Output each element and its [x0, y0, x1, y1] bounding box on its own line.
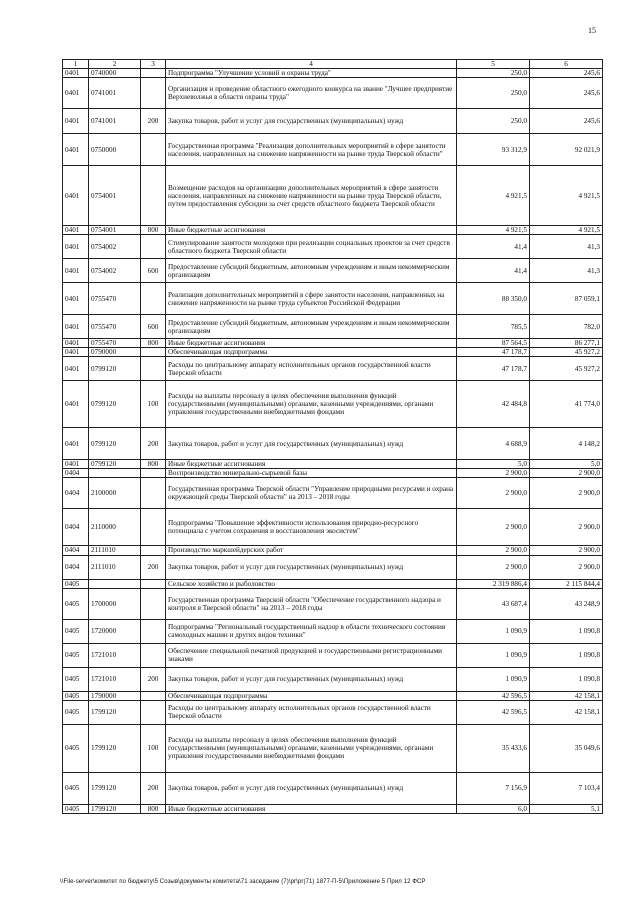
description-cell: Подпрограмма "Улучшение условий и охраны труда": [166, 69, 457, 78]
planned-amount-cell: 5,0: [457, 460, 530, 469]
header-col-2: 2: [89, 60, 141, 69]
expense-type-cell: [141, 691, 166, 700]
actual-amount-cell: 35 049,6: [530, 724, 603, 772]
table-row: [63, 109, 603, 134]
table-row: [63, 428, 603, 460]
expense-type-cell: [141, 134, 166, 166]
description-cell: Закупка товаров, работ и услуг для государственных (муниципальных) нужд: [166, 667, 457, 691]
description-cell: Подпрограмма "Повышение эффективности использования природно-ресурсного потенциала с учетом сохранения и восстановления экосистем": [166, 509, 457, 546]
table-row: [63, 804, 603, 813]
actual-amount-cell: 4 921,5: [530, 226, 603, 235]
description-cell: Иные бюджетные ассигнования: [166, 226, 457, 235]
target-article-cell: 1790000: [89, 691, 141, 700]
table-row: [63, 381, 603, 428]
table-row: [63, 460, 603, 469]
actual-amount-cell: 4 921,5: [530, 166, 603, 226]
actual-amount-cell: 5,0: [530, 460, 603, 469]
actual-amount-cell: 245,6: [530, 78, 603, 109]
planned-amount-cell: 7 156,9: [457, 772, 530, 804]
section-code-cell: 0401: [63, 226, 89, 235]
target-article-cell: 0754002: [89, 235, 141, 259]
section-code-cell: 0405: [63, 667, 89, 691]
description-cell: Возмещение расходов на организацию дополнительных мероприятий в сфере занятости населения, направленных на снижение напряженности на рынке труда Тверской области, путем предоставления субсидии за счет средств областного бюджета Тверской области: [166, 166, 457, 226]
target-article-cell: 0755470: [89, 283, 141, 315]
section-code-cell: 0401: [63, 348, 89, 357]
target-article-cell: 1700000: [89, 588, 141, 619]
expense-type-cell: [141, 478, 166, 509]
actual-amount-cell: 42 158,1: [530, 691, 603, 700]
description-cell: Обеспечивающая подпрограмма: [166, 348, 457, 357]
table-row: [63, 283, 603, 315]
planned-amount-cell: 42 596,5: [457, 691, 530, 700]
section-code-cell: 0404: [63, 478, 89, 509]
section-code-cell: 0405: [63, 700, 89, 724]
target-article-cell: 0741001: [89, 109, 141, 134]
section-code-cell: 0401: [63, 460, 89, 469]
actual-amount-cell: 41 774,0: [530, 381, 603, 428]
target-article-cell: 0790000: [89, 348, 141, 357]
target-article-cell: 0740000: [89, 69, 141, 78]
table-row: [63, 667, 603, 691]
budget-table: [62, 59, 603, 814]
section-code-cell: 0401: [63, 69, 89, 78]
table-row: [63, 348, 603, 357]
actual-amount-cell: 2 900,0: [530, 478, 603, 509]
table-row: [63, 555, 603, 579]
table-header-row: [63, 60, 603, 69]
expense-type-cell: [141, 78, 166, 109]
expense-type-cell: 100: [141, 724, 166, 772]
header-col-4: 4: [166, 60, 457, 69]
section-code-cell: 0405: [63, 588, 89, 619]
section-code-cell: 0401: [63, 259, 89, 283]
actual-amount-cell: 782,0: [530, 315, 603, 339]
table-row: [63, 226, 603, 235]
page-number: 15: [588, 26, 596, 35]
planned-amount-cell: 250,0: [457, 78, 530, 109]
header-col-1: 1: [63, 60, 89, 69]
target-article-cell: 1721010: [89, 643, 141, 667]
expense-type-cell: [141, 357, 166, 381]
section-code-cell: 0401: [63, 78, 89, 109]
expense-type-cell: [141, 619, 166, 643]
section-code-cell: 0405: [63, 724, 89, 772]
planned-amount-cell: 2 900,0: [457, 478, 530, 509]
section-code-cell: 0401: [63, 109, 89, 134]
planned-amount-cell: 250,0: [457, 69, 530, 78]
planned-amount-cell: 93 312,9: [457, 134, 530, 166]
planned-amount-cell: 4 921,5: [457, 166, 530, 226]
target-article-cell: 1721010: [89, 667, 141, 691]
section-code-cell: 0401: [63, 381, 89, 428]
planned-amount-cell: 2 319 886,4: [457, 579, 530, 588]
planned-amount-cell: 2 900,0: [457, 555, 530, 579]
section-code-cell: 0401: [63, 235, 89, 259]
target-article-cell: 0799120: [89, 460, 141, 469]
section-code-cell: 0401: [63, 166, 89, 226]
actual-amount-cell: 86 277,1: [530, 339, 603, 348]
expense-type-cell: [141, 469, 166, 478]
table-row: [63, 546, 603, 555]
expense-type-cell: 200: [141, 428, 166, 460]
actual-amount-cell: 4 148,2: [530, 428, 603, 460]
description-cell: Иные бюджетные ассигнования: [166, 460, 457, 469]
section-code-cell: 0401: [63, 428, 89, 460]
expense-type-cell: 800: [141, 226, 166, 235]
section-code-cell: 0404: [63, 469, 89, 478]
table-row: [63, 691, 603, 700]
section-code-cell: 0405: [63, 691, 89, 700]
target-article-cell: [89, 579, 141, 588]
table-row: [63, 235, 603, 259]
target-article-cell: 1720000: [89, 619, 141, 643]
table-row: [63, 509, 603, 546]
description-cell: Расходы по центральному аппарату исполнительных органов государственной власти Тверской области: [166, 700, 457, 724]
description-cell: Воспроизводство минерально-сырьевой базы: [166, 469, 457, 478]
expense-type-cell: [141, 579, 166, 588]
target-article-cell: 0754001: [89, 166, 141, 226]
planned-amount-cell: 41,4: [457, 259, 530, 283]
description-cell: Закупка товаров, работ и услуг для государственных (муниципальных) нужд: [166, 772, 457, 804]
target-article-cell: 0799120: [89, 357, 141, 381]
planned-amount-cell: 42 484,8: [457, 381, 530, 428]
planned-amount-cell: 1 090,9: [457, 643, 530, 667]
expense-type-cell: 200: [141, 667, 166, 691]
table-body: [63, 69, 603, 814]
expense-type-cell: [141, 348, 166, 357]
target-article-cell: 0754002: [89, 259, 141, 283]
section-code-cell: 0404: [63, 509, 89, 546]
table-row: [63, 259, 603, 283]
actual-amount-cell: 2 115 844,4: [530, 579, 603, 588]
target-article-cell: 0750000: [89, 134, 141, 166]
table-row: [63, 69, 603, 78]
section-code-cell: 0405: [63, 619, 89, 643]
header-col-6: 6: [530, 60, 603, 69]
section-code-cell: 0405: [63, 804, 89, 813]
expense-type-cell: [141, 283, 166, 315]
description-cell: Государственная программа Тверской области "Обеспечение государственного надзора и контроля в Тверской области" на 2013 – 2018 годы: [166, 588, 457, 619]
description-cell: Закупка товаров, работ и услуг для государственных (муниципальных) нужд: [166, 109, 457, 134]
actual-amount-cell: 2 900,0: [530, 509, 603, 546]
expense-type-cell: 800: [141, 339, 166, 348]
section-code-cell: 0401: [63, 315, 89, 339]
actual-amount-cell: 42 158,1: [530, 700, 603, 724]
planned-amount-cell: 1 090,9: [457, 619, 530, 643]
section-code-cell: 0401: [63, 339, 89, 348]
section-code-cell: 0401: [63, 283, 89, 315]
table-row: [63, 588, 603, 619]
expense-type-cell: 800: [141, 460, 166, 469]
section-code-cell: 0401: [63, 134, 89, 166]
actual-amount-cell: 87 059,1: [530, 283, 603, 315]
actual-amount-cell: 2 900,0: [530, 546, 603, 555]
actual-amount-cell: 92 021,9: [530, 134, 603, 166]
target-article-cell: 0755470: [89, 339, 141, 348]
table-row: [63, 478, 603, 509]
description-cell: Реализация дополнительных мероприятий в сфере занятости населения, направленных на снижение напряженности на рынке труда субъектов Российской Федерации: [166, 283, 457, 315]
expense-type-cell: 800: [141, 804, 166, 813]
planned-amount-cell: 2 900,0: [457, 509, 530, 546]
description-cell: Расходы на выплаты персоналу в целях обеспечения выполнения функций государственными (муниципальными) органами, казенными учреждениями, органами управления государственными внебюджетными фондами: [166, 381, 457, 428]
target-article-cell: 0799120: [89, 381, 141, 428]
actual-amount-cell: 45 927,2: [530, 357, 603, 381]
actual-amount-cell: 43 248,9: [530, 588, 603, 619]
table-row: [63, 619, 603, 643]
target-article-cell: 0755470: [89, 315, 141, 339]
section-code-cell: 0405: [63, 643, 89, 667]
section-code-cell: 0404: [63, 555, 89, 579]
description-cell: Организация и проведение областного ежегодного конкурса на звание "Лучшее предприятие Верхневолжья в области охраны труда": [166, 78, 457, 109]
expense-type-cell: 200: [141, 109, 166, 134]
expense-type-cell: [141, 509, 166, 546]
expense-type-cell: 600: [141, 259, 166, 283]
table-row: [63, 579, 603, 588]
planned-amount-cell: 250,0: [457, 109, 530, 134]
actual-amount-cell: 2 900,0: [530, 555, 603, 579]
description-cell: Государственная программа "Реализация дополнительных мероприятий в сфере занятости населения, направленных на снижение напряженности на рынке труда Тверской области": [166, 134, 457, 166]
description-cell: Государственная программа Тверской области "Управление природными ресурсами и охрана окружающей среды Тверской области" на 2013 – 2018 годы: [166, 478, 457, 509]
table-row: [63, 469, 603, 478]
target-article-cell: 2100000: [89, 478, 141, 509]
expense-type-cell: [141, 166, 166, 226]
description-cell: Производство маркшейдерских работ: [166, 546, 457, 555]
table-row: [63, 166, 603, 226]
description-cell: Расходы по центральному аппарату исполнительных органов государственной власти Тверской области: [166, 357, 457, 381]
actual-amount-cell: 45 927,2: [530, 348, 603, 357]
description-cell: Закупка товаров, работ и услуг для государственных (муниципальных) нужд: [166, 555, 457, 579]
target-article-cell: 0741001: [89, 78, 141, 109]
header-col-3: 3: [141, 60, 166, 69]
planned-amount-cell: 2 900,0: [457, 469, 530, 478]
table-row: [63, 134, 603, 166]
target-article-cell: 2110000: [89, 509, 141, 546]
planned-amount-cell: 87 564,5: [457, 339, 530, 348]
planned-amount-cell: 43 687,4: [457, 588, 530, 619]
table-row: [63, 724, 603, 772]
planned-amount-cell: 6,0: [457, 804, 530, 813]
description-cell: Закупка товаров, работ и услуг для государственных (муниципальных) нужд: [166, 428, 457, 460]
actual-amount-cell: 1 090,8: [530, 619, 603, 643]
target-article-cell: 1799120: [89, 772, 141, 804]
planned-amount-cell: 41,4: [457, 235, 530, 259]
target-article-cell: 2111010: [89, 555, 141, 579]
target-article-cell: 2111010: [89, 546, 141, 555]
actual-amount-cell: 245,6: [530, 109, 603, 134]
planned-amount-cell: 4 688,9: [457, 428, 530, 460]
section-code-cell: 0405: [63, 772, 89, 804]
actual-amount-cell: 5,1: [530, 804, 603, 813]
expense-type-cell: [141, 700, 166, 724]
planned-amount-cell: 47 178,7: [457, 357, 530, 381]
expense-type-cell: [141, 69, 166, 78]
table-row: [63, 78, 603, 109]
description-cell: Предоставление субсидий бюджетным, автономным учреждениям и иным некоммерческим организациям: [166, 315, 457, 339]
section-code-cell: 0405: [63, 579, 89, 588]
actual-amount-cell: 1 090,8: [530, 667, 603, 691]
section-code-cell: 0404: [63, 546, 89, 555]
planned-amount-cell: 2 900,0: [457, 546, 530, 555]
table-row: [63, 700, 603, 724]
planned-amount-cell: 35 433,6: [457, 724, 530, 772]
target-article-cell: 1799120: [89, 724, 141, 772]
description-cell: Стимулирование занятости молодежи при реализации социальных проектов за счет средств областного бюджета Тверской области: [166, 235, 457, 259]
table-row: [63, 357, 603, 381]
section-code-cell: 0401: [63, 357, 89, 381]
expense-type-cell: 600: [141, 315, 166, 339]
expense-type-cell: [141, 546, 166, 555]
table-row: [63, 339, 603, 348]
planned-amount-cell: 42 596,5: [457, 700, 530, 724]
actual-amount-cell: 1 090,8: [530, 643, 603, 667]
planned-amount-cell: 1 090,9: [457, 667, 530, 691]
description-cell: Обеспечивающая подпрограмма: [166, 691, 457, 700]
expense-type-cell: 200: [141, 772, 166, 804]
actual-amount-cell: 41,3: [530, 235, 603, 259]
description-cell: Иные бюджетные ассигнования: [166, 339, 457, 348]
description-cell: Предоставление субсидий бюджетным, автономным учреждениям и иным некоммерческим организациям: [166, 259, 457, 283]
description-cell: Иные бюджетные ассигнования: [166, 804, 457, 813]
description-cell: Обеспечение специальной печатной продукцией и государственными регистрационными знаками: [166, 643, 457, 667]
table-row: [63, 315, 603, 339]
planned-amount-cell: 785,5: [457, 315, 530, 339]
description-cell: Сельское хозяйство и рыболовство: [166, 579, 457, 588]
expense-type-cell: 100: [141, 381, 166, 428]
target-article-cell: 1799120: [89, 804, 141, 813]
planned-amount-cell: 88 350,0: [457, 283, 530, 315]
target-article-cell: 1799120: [89, 700, 141, 724]
expense-type-cell: 200: [141, 555, 166, 579]
planned-amount-cell: 47 178,7: [457, 348, 530, 357]
planned-amount-cell: 4 921,5: [457, 226, 530, 235]
expense-type-cell: [141, 588, 166, 619]
target-article-cell: [89, 469, 141, 478]
table-row: [63, 643, 603, 667]
description-cell: Расходы на выплаты персоналу в целях обеспечения выполнения функций государственными (муниципальными) органами, казенными учреждениями, органами управления государственными внебюджетными фондами: [166, 724, 457, 772]
header-col-5: 5: [457, 60, 530, 69]
actual-amount-cell: 7 103,4: [530, 772, 603, 804]
target-article-cell: 0754001: [89, 226, 141, 235]
actual-amount-cell: 2 900,0: [530, 469, 603, 478]
file-path-footer: \\File-server\комитет по бюджету\5 Созыв\документы комитета\71 заседание (7)\pr\pr(71) 1877-П-5\Приложение 5 Прил 12 ФСР: [60, 879, 426, 885]
expense-type-cell: [141, 643, 166, 667]
target-article-cell: 0799120: [89, 428, 141, 460]
actual-amount-cell: 245,6: [530, 69, 603, 78]
actual-amount-cell: 41,3: [530, 259, 603, 283]
expense-type-cell: [141, 235, 166, 259]
table-row: [63, 772, 603, 804]
description-cell: Подпрограмма "Региональный государственный надзор в области технического состояния самоходных машин и других видов техники": [166, 619, 457, 643]
